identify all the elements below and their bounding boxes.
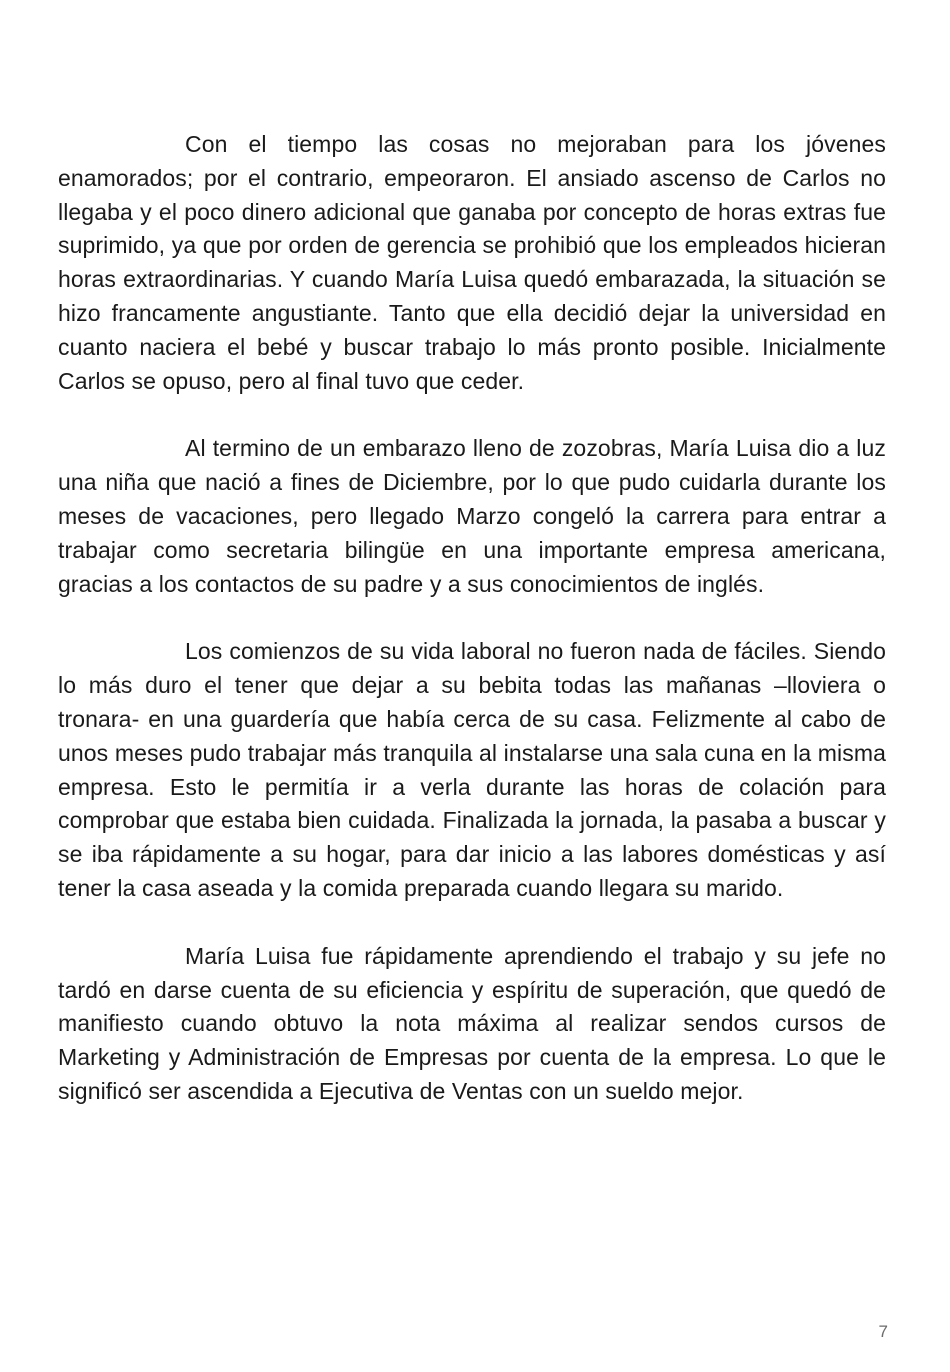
document-page: [58, 128, 886, 1143]
page-number: 7: [878, 1322, 888, 1341]
paragraph-4: María Luisa fue rápidamente aprendiendo el trabajo y su jefe no tardó en darse cuenta de su eficiencia y espíritu de superación, que quedó de manifiesto cuando obtuvo la nota máxima al realizar sendos cursos de Marketing y Administración de Empresas por cuenta de la empresa. Lo que le significó ser ascendida a Ejecutiva de Ventas con un sueldo mejor.: [58, 942, 886, 1104]
paragraph-2: Al termino de un embarazo lleno de zozobras, María Luisa dio a luz una niña que nació a fines de Diciembre, por lo que pudo cuidarla durante los meses de vacaciones, pero llegado Marzo congeló la carrera para entrar a trabajar como secretaria bilingüe en una importante empresa americana, gracias a los contactos de su padre y a sus conocimientos de inglés.: [58, 435, 886, 597]
paragraph-1: Con el tiempo las cosas no mejoraban para los jóvenes enamorados; por el contrario, empeoraron. El ansiado ascenso de Carlos no llegaba y el poco dinero adicional que ganaba por concepto de horas extras fue suprimido, ya que por orden de gerencia se prohibió que los empleados hicieran horas extraordinarias. Y cuando María Luisa quedó embarazada, la situación se hizo francamente angustiante. Tanto que ella decidió dejar la universidad en cuanto naciera el bebé y buscar trabajo lo más pronto posible. Inicialmente Carlos se opuso, pero al final tuvo que ceder.: [58, 131, 886, 394]
paragraph-3: Los comienzos de su vida laboral no fueron nada de fáciles. Siendo lo más duro el tener que dejar a su bebita todas las mañanas –lloviera o tronara- en una guardería que había cerca de su casa. Felizmente al cabo de unos meses pudo trabajar más tranquila al instalarse una sala cuna en la misma empresa. Esto le permitía ir a verla durante las horas de colación para comprobar que estaba bien cuidada. Finalizada la jornada, la pasaba a buscar y se iba rápidamente a su hogar, para dar inicio a las labores domésticas y así tener la casa aseada y la comida preparada cuando llegara su marido.: [58, 638, 886, 901]
